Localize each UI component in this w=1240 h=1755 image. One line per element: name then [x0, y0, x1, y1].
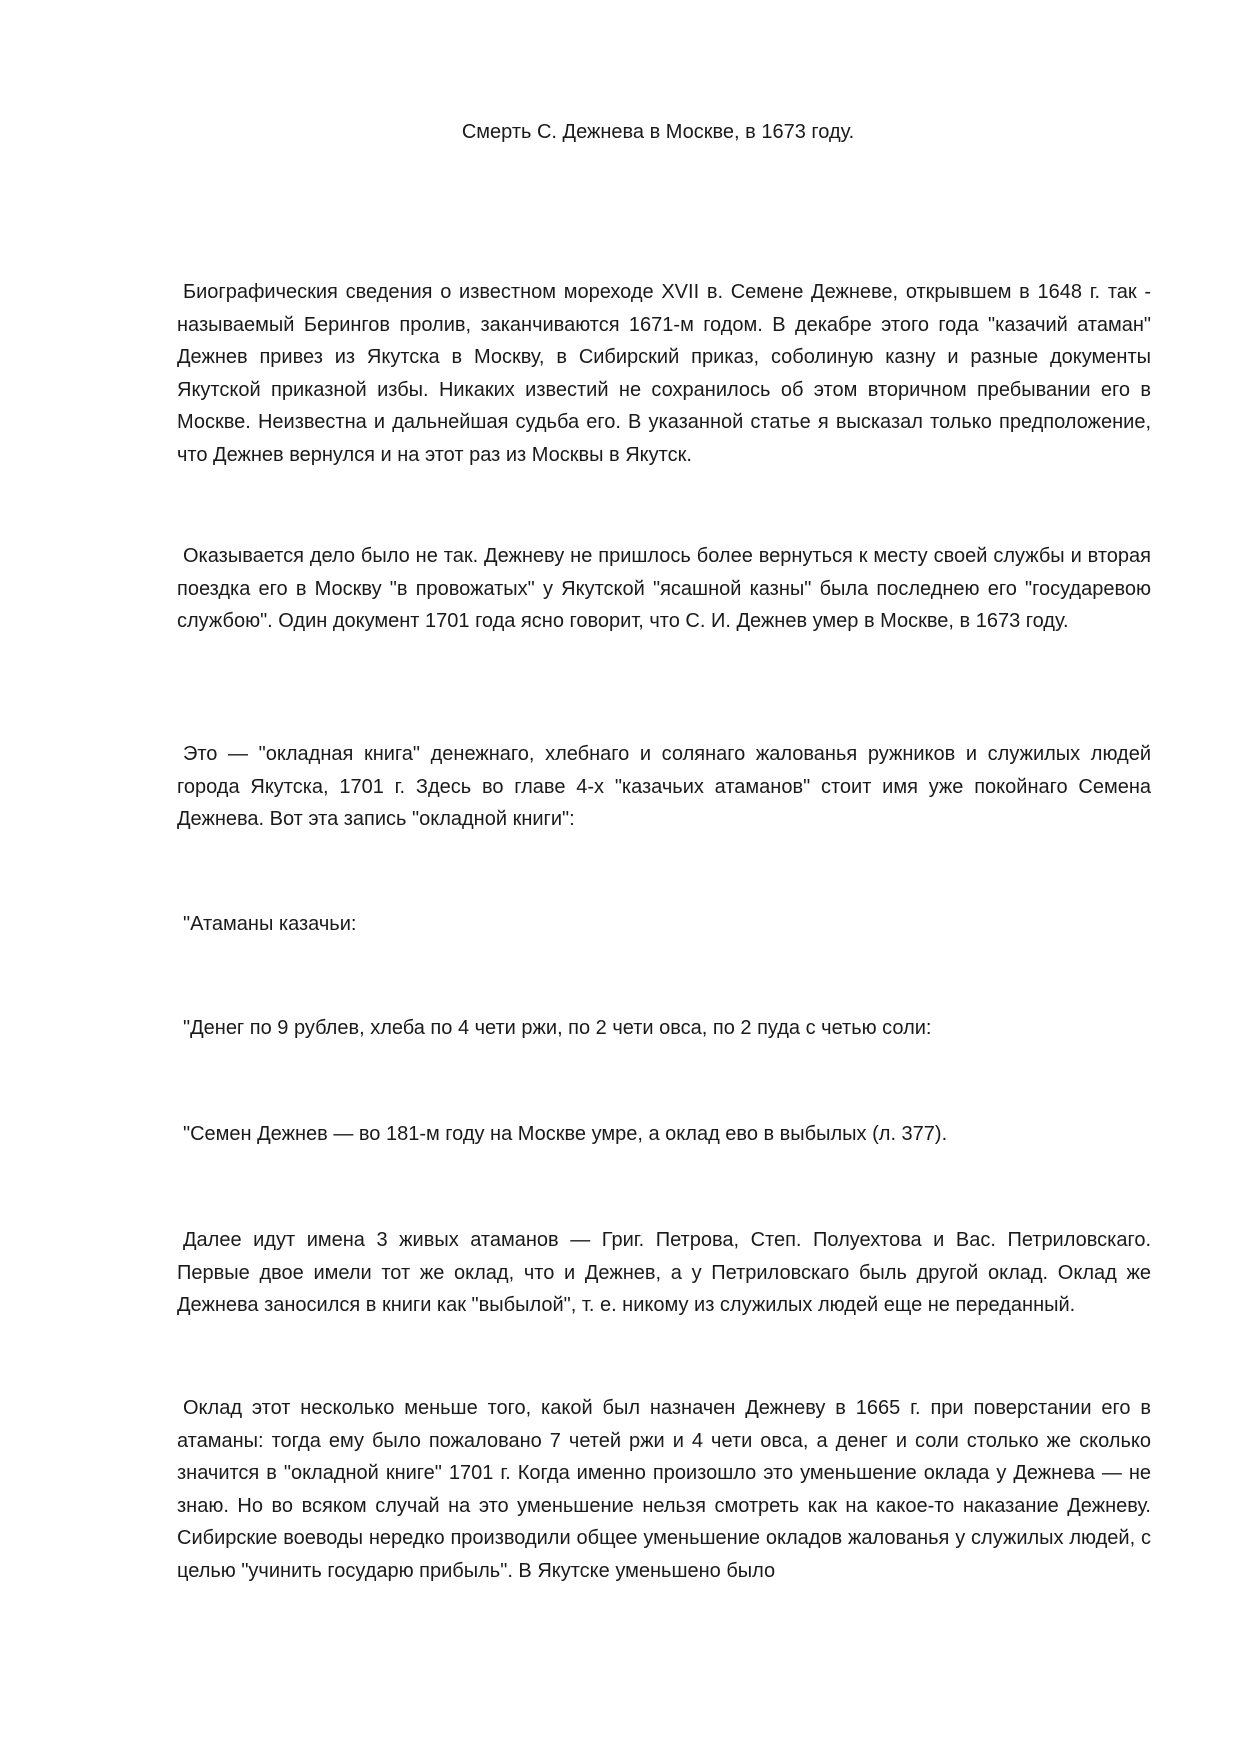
paragraph-3: Это — "окладная книга" денежнаго, хлебнаго и солянаго жалованья ружников и служилых людей города Якутска, 1701 г. Здесь во главе 4-х "казачьих атаманов" стоит имя уже покойнаго Семена Дежнева. Вот эта запись "окладной книги": [177, 743, 1151, 830]
document-title: Смерть С. Дежнева в Москве, в 1673 году. [461, 121, 855, 143]
paragraph-6: "Семен Дежнев — во 181-м году на Москве умре, а оклад ево в выбылых (л. 377). [183, 1123, 948, 1145]
paragraph-1: Биографическия сведения о известном мореходе XVII в. Семене Дежневе, открывшем в 1648 г. так - называемый Берингов пролив, заканчиваются 1671-м годом. В декабре этого года "казачий атаман" Дежнев привез из Якутска в Москву, в Сибирский приказ, соболиную казну и разные документы Якутской приказной избы. Никаких известий не сохранилось об этом вторичном пребывании его в Москве. Неизвестна и дальнейшая судьба его. В указанной статье я высказал только предположение, что Дежнев вернулся и на этот раз из Москвы в Якутск. [177, 281, 1151, 466]
paragraph-2: Оказывается дело было не так. Дежневу не пришлось более вернуться к месту своей службы и вторая поездка его в Москву "в провожатых" у Якутской "ясашной казны" была последнею его "государевою службою". Один документ 1701 года ясно говорит, что С. И. Дежнев умер в Москве, в 1673 году. [177, 545, 1151, 632]
paragraph-7: Далее идут имена 3 живых атаманов — Григ. Петрова, Степ. Полуехтова и Вас. Петриловскаго. Первые двое имели тот же оклад, что и Дежнев, а у Петриловскаго быль другой оклад. Оклад же Дежнева заносился в книги как "выбылой", т. е. никому из служилых людей еще не переданный. [177, 1229, 1151, 1316]
paragraph-5: "Денег по 9 рублев, хлеба по 4 чети ржи, по 2 чети овса, по 2 пуда с четью соли: [183, 1017, 932, 1039]
paragraph-8: Оклад этот несколько меньше того, какой был назначен Дежневу в 1665 г. при поверстании его в атаманы: тогда ему было пожаловано 7 четей ржи и 4 чети овса, а денег и соли столько же сколько значится в "окладной книге" 1701 г. Когда именно произошло это уменьшение оклада у Дежнева — не знаю. Но во всяком случай на это уменьшение нельзя смотреть как на какое-то наказание Дежневу. Сибирские воеводы нередко производили общее уменьшение окладов жалованья у служилых людей, с целью "учинить государю прибыль". В Якутске уменьшено было [177, 1397, 1151, 1582]
paragraph-4: "Атаманы казачьи: [183, 913, 357, 935]
